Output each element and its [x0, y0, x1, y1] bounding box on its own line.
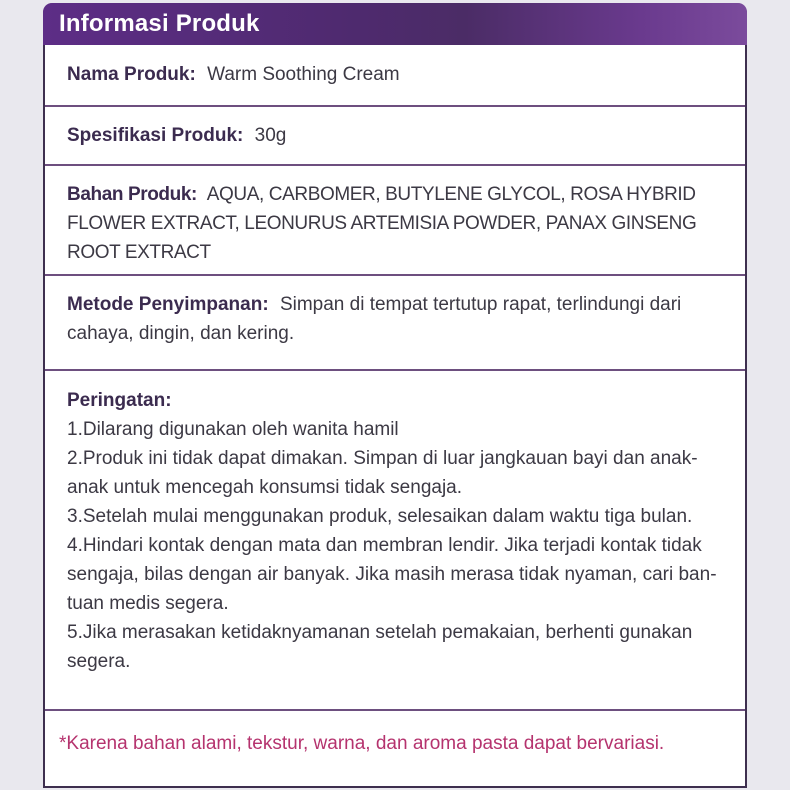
- card-title: Informasi Produk: [59, 10, 260, 37]
- row-product-spec: [45, 107, 745, 166]
- disclaimer-note: *Karena bahan alami, tekstur, warna, dan aroma pasta dapat bervariasi.: [59, 733, 665, 754]
- storage-method-value: Simpan di tempat tertutup rapat, terlindungi dari cahaya, dingin, dan kering.: [67, 294, 682, 344]
- row-warnings: [45, 371, 745, 711]
- product-spec-label: Spesifikasi Produk:: [67, 125, 244, 146]
- product-name-label: Nama Produk:: [67, 64, 196, 85]
- warning-item-5: 5.Jika merasakan ketidaknyamanan setelah pemakaian, berhenti gunakan segera.: [67, 622, 693, 672]
- row-storage-method: [45, 276, 745, 371]
- row-product-name: [45, 45, 745, 107]
- card-header: [43, 3, 747, 45]
- row-disclaimer-note: [45, 711, 745, 781]
- warning-item-1: 1.Dilarang digunakan oleh wanita hamil: [67, 419, 399, 440]
- storage-method-label: Metode Penyimpanan:: [67, 294, 269, 315]
- row-ingredients: [45, 166, 745, 276]
- product-info-card: [43, 3, 747, 788]
- warning-item-2: 2.Produk ini tidak dapat dimakan. Simpan di luar jangkauan bayi dan anak-anak untuk mencegah konsumsi tidak sengaja.: [67, 448, 698, 498]
- warning-item-3: 3.Setelah mulai menggunakan produk, selesaikan dalam waktu tiga bulan.: [67, 506, 693, 527]
- product-name-value: Warm Soothing Cream: [207, 64, 400, 85]
- product-spec-value: 30g: [254, 125, 287, 146]
- warnings-label: Peringatan:: [67, 390, 172, 411]
- warning-item-4: 4.Hindari kontak dengan mata dan membran lendir. Jika terjadi kontak tidak sengaja, bilas dengan air banyak. Jika masih merasa tidak nyaman, cari ban-tuan medis segera.: [67, 535, 717, 614]
- ingredients-label: Bahan Produk:: [67, 184, 197, 205]
- ingredients-value: AQUA, CARBOMER, BUTYLENE GLYCOL, ROSA HYBRID FLOWER EXTRACT, LEONURUS ARTEMISIA POWDER, PANAX GINSENG ROOT EXTRACT: [67, 184, 697, 263]
